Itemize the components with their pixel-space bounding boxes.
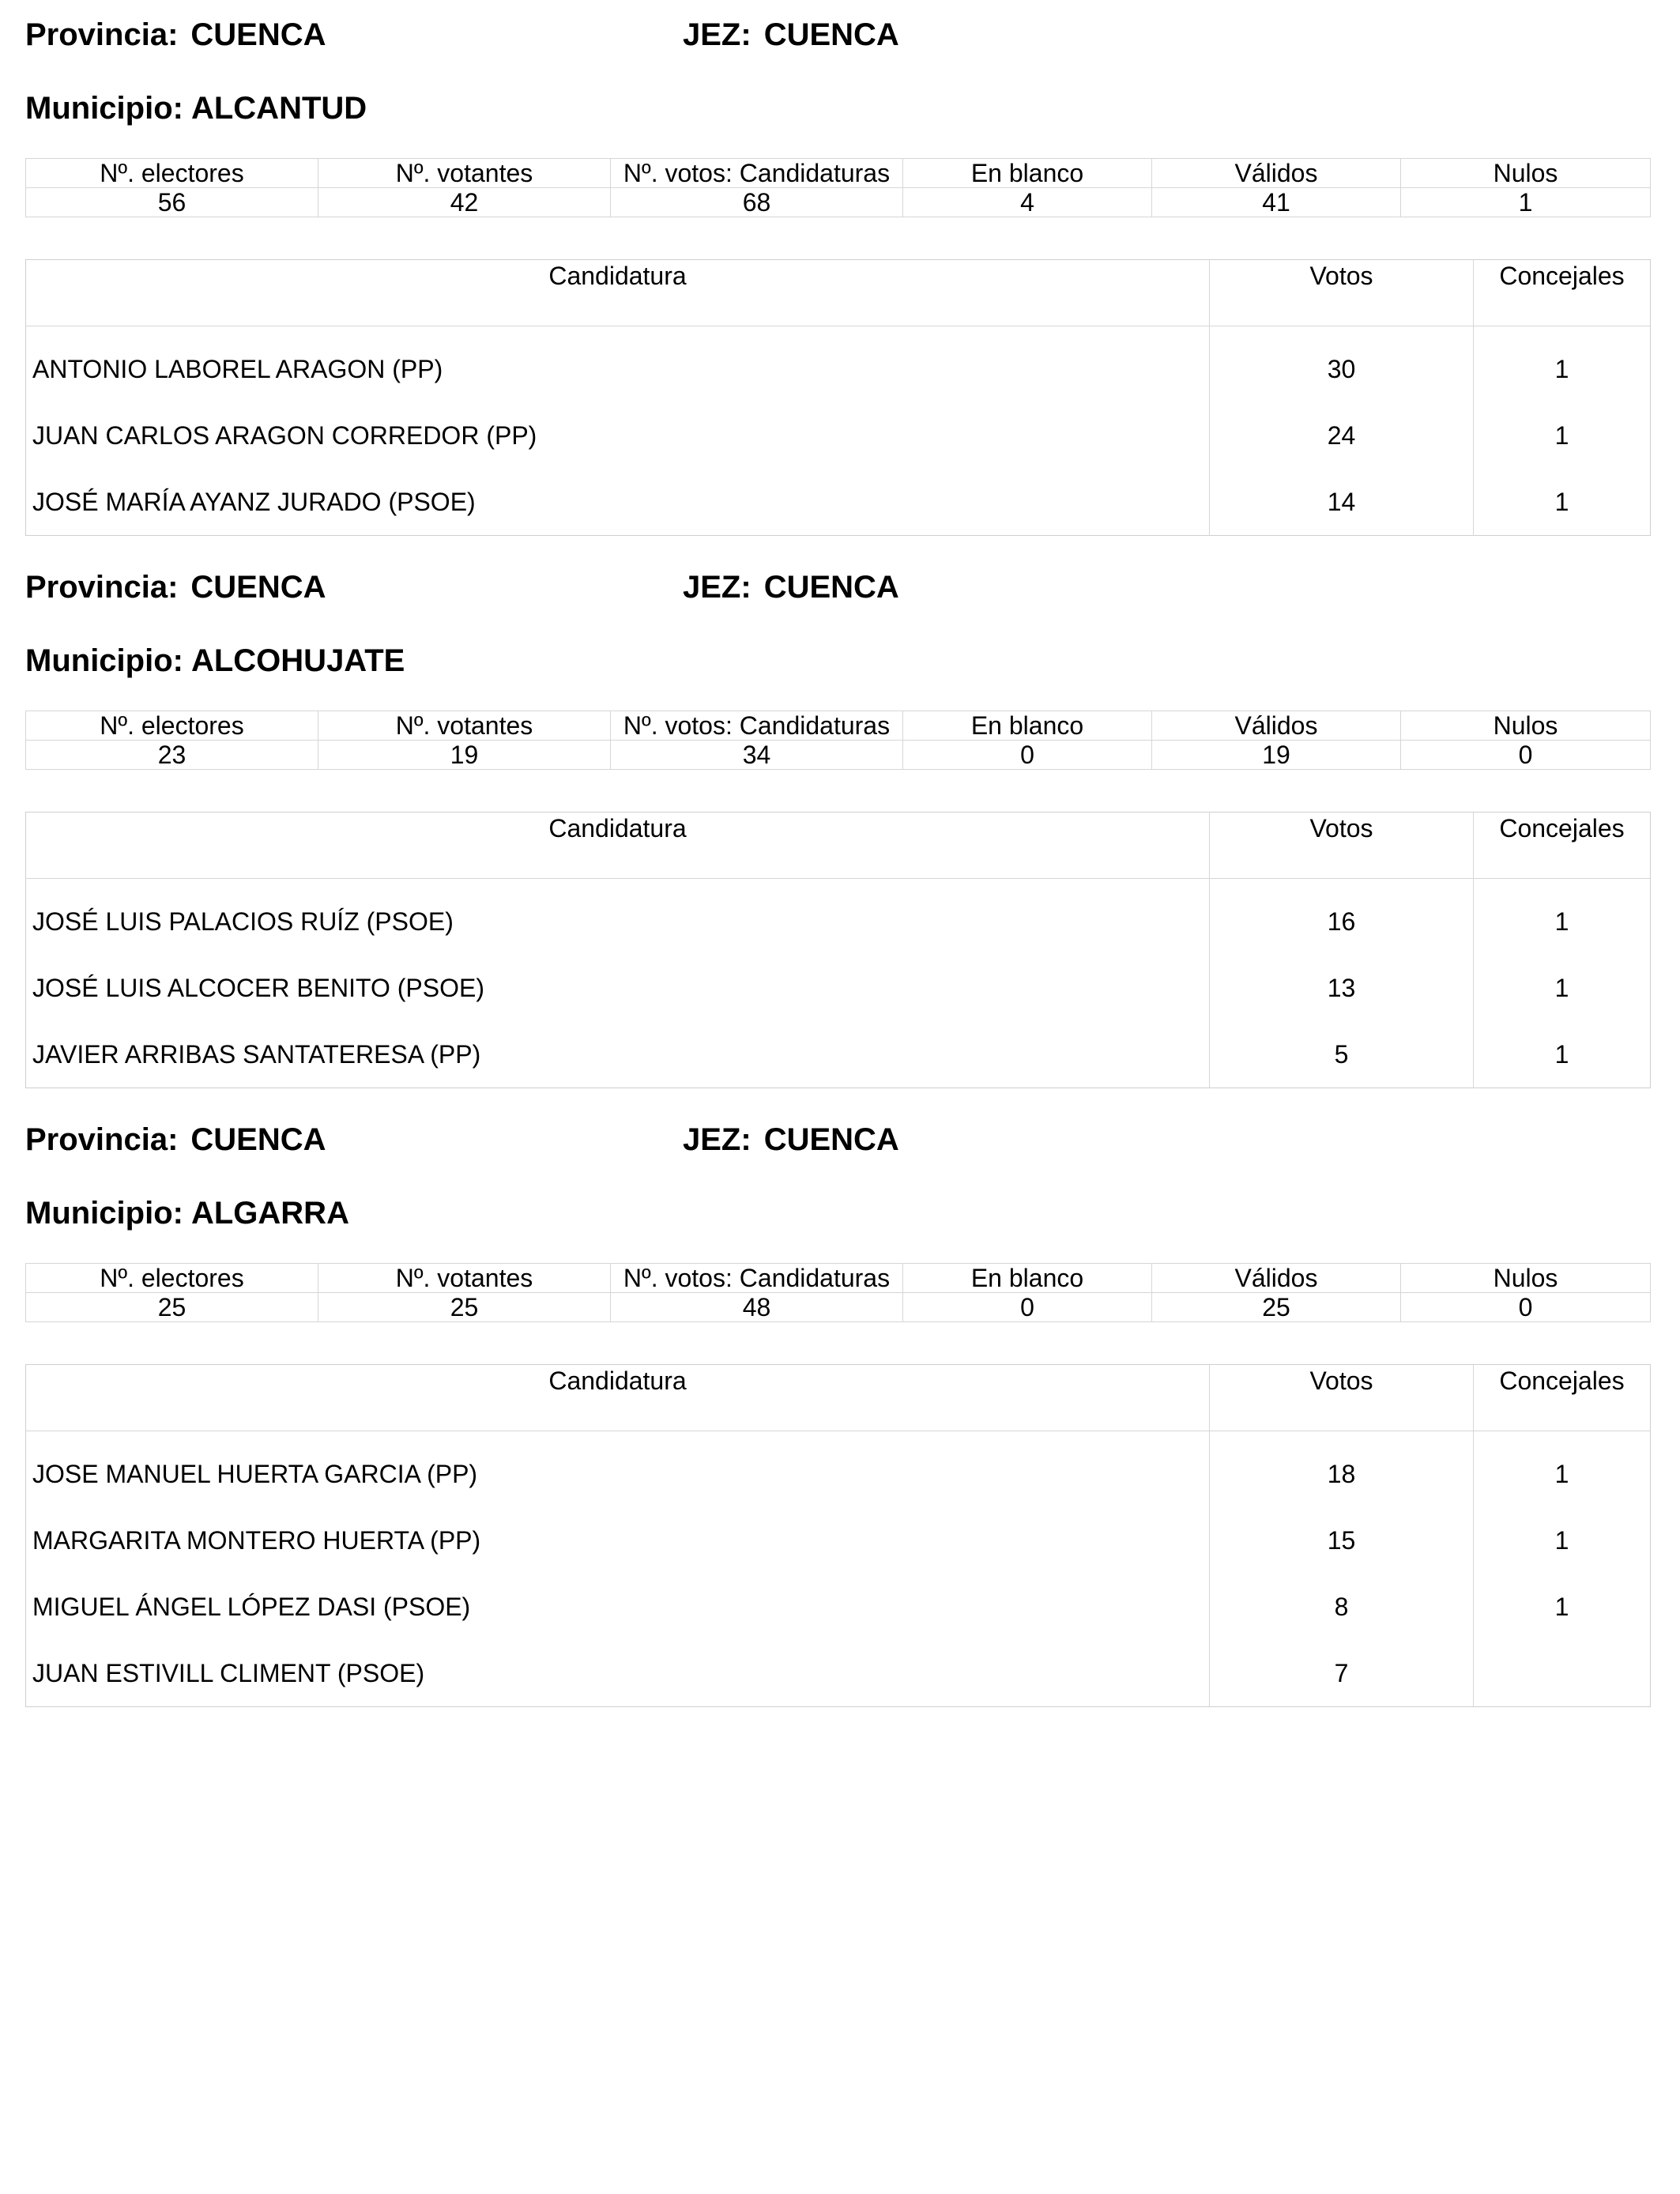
candidates-table [25,812,1651,1088]
candidate-name: JOSÉ MARÍA AYANZ JURADO (PSOE) [26,469,1210,536]
stats-header: En blanco [903,1264,1152,1293]
provincia-value: CUENCA [190,570,326,605]
stats-value: 56 [26,188,318,217]
candidate-name: JOSÉ LUIS ALCOCER BENITO (PSOE) [26,955,1210,1021]
provincia-label: Provincia: [25,570,179,605]
stats-header: Nº. votantes [318,1264,611,1293]
candidate-name: ANTONIO LABOREL ARAGON (PP) [26,326,1210,403]
provincia-heading [25,1122,326,1157]
jez-label: JEZ: [683,17,751,52]
stats-value: 0 [1401,1293,1651,1322]
jez-heading [683,17,899,52]
concejales-header: Concejales [1474,812,1651,879]
stats-header: Nulos [1401,1264,1651,1293]
stats-value: 19 [1152,741,1401,770]
table-row [26,955,1651,1021]
stats-header: Nº. electores [26,1264,318,1293]
stats-value: 25 [26,1293,318,1322]
table-row [26,402,1651,469]
candidate-votos: 30 [1210,326,1474,403]
stats-value-row [26,741,1651,770]
stats-header: Nº. votos: Candidaturas [611,711,903,741]
candidate-votos: 7 [1210,1640,1474,1707]
stats-header-row [26,159,1651,188]
stats-header: En blanco [903,159,1152,188]
candidate-votos: 15 [1210,1507,1474,1574]
stats-value-row [26,188,1651,217]
jez-value: CUENCA [763,1122,899,1157]
candidate-concejales: 1 [1554,974,1569,1002]
stats-header: Nº. votos: Candidaturas [611,1264,903,1293]
candidate-concejales: 1 [1554,1526,1569,1555]
stats-value: 68 [611,188,903,217]
candidate-concejales: 1 [1554,1593,1569,1621]
stats-value: 0 [903,741,1152,770]
candidates-header-row [26,260,1651,326]
municipio-value: ALCANTUD [190,91,367,126]
municipio-heading [25,1196,349,1231]
stats-value: 41 [1152,188,1401,217]
concejales-header: Concejales [1474,260,1651,326]
candidates-header-row [26,812,1651,879]
stats-header: Nº. votantes [318,711,611,741]
candidate-votos: 16 [1210,879,1474,956]
stats-value: 23 [26,741,318,770]
votos-header: Votos [1210,260,1474,326]
jez-label: JEZ: [683,1122,751,1157]
provincia-value: CUENCA [190,1122,326,1157]
stats-header: Nº. votantes [318,159,611,188]
municipio-heading [25,91,367,126]
candidate-votos: 18 [1210,1431,1474,1508]
votos-header: Votos [1210,812,1474,879]
provincia-heading [25,17,326,52]
stats-header: En blanco [903,711,1152,741]
stats-header: Nulos [1401,711,1651,741]
provincia-label: Provincia: [25,1122,179,1157]
stats-value: 42 [318,188,611,217]
candidate-name: JUAN CARLOS ARAGON CORREDOR (PP) [26,402,1210,469]
stats-value: 0 [903,1293,1152,1322]
jez-value: CUENCA [763,570,899,605]
stats-value: 25 [1152,1293,1401,1322]
table-row [26,1021,1651,1088]
stats-value: 19 [318,741,611,770]
candidate-concejales: 1 [1554,1460,1569,1488]
municipio-label: Municipio: [25,91,183,126]
stats-table [25,158,1651,217]
stats-table [25,711,1651,770]
municipio-label: Municipio: [25,1196,183,1231]
candidates-table [25,259,1651,536]
stats-table [25,1263,1651,1322]
table-row [26,879,1651,956]
stats-header-row [26,711,1651,741]
table-row [26,1640,1651,1707]
candidate-concejales: 1 [1554,907,1569,936]
candidate-votos: 14 [1210,469,1474,536]
provincia-value: CUENCA [190,17,326,52]
candidate-name: MIGUEL ÁNGEL LÓPEZ DASI (PSOE) [26,1574,1210,1640]
stats-value: 1 [1401,188,1651,217]
jez-value: CUENCA [763,17,899,52]
table-row [26,1507,1651,1574]
candidate-name: JOSE MANUEL HUERTA GARCIA (PP) [26,1431,1210,1508]
candidate-votos: 24 [1210,402,1474,469]
stats-header-row [26,1264,1651,1293]
candidate-concejales: 1 [1554,1040,1569,1069]
candidate-votos: 8 [1210,1574,1474,1640]
candidate-name: JOSÉ LUIS PALACIOS RUÍZ (PSOE) [26,879,1210,956]
concejales-header: Concejales [1474,1365,1651,1431]
stats-value: 0 [1401,741,1651,770]
jez-heading [683,1122,899,1157]
candidate-votos: 5 [1210,1021,1474,1088]
candidate-concejales: 1 [1554,488,1569,516]
jez-heading [683,570,899,605]
stats-value-row [26,1293,1651,1322]
candidatura-header: Candidatura [26,1365,1210,1431]
stats-header: Nº. electores [26,711,318,741]
candidatura-header: Candidatura [26,260,1210,326]
stats-value: 48 [611,1293,903,1322]
candidate-concejales [1474,1640,1651,1707]
candidate-concejales: 1 [1554,421,1569,450]
candidate-name: MARGARITA MONTERO HUERTA (PP) [26,1507,1210,1574]
candidate-name: JAVIER ARRIBAS SANTATERESA (PP) [26,1021,1210,1088]
municipio-heading [25,643,405,678]
table-row [26,326,1651,403]
candidates-table [25,1364,1651,1707]
jez-label: JEZ: [683,570,751,605]
stats-header: Nº. votos: Candidaturas [611,159,903,188]
candidate-name: JUAN ESTIVILL CLIMENT (PSOE) [26,1640,1210,1707]
municipio-label: Municipio: [25,643,183,678]
votos-header: Votos [1210,1365,1474,1431]
stats-value: 25 [318,1293,611,1322]
table-row [26,469,1651,536]
provincia-label: Provincia: [25,17,179,52]
candidatura-header: Candidatura [26,812,1210,879]
stats-header: Válidos [1152,159,1401,188]
candidate-votos: 13 [1210,955,1474,1021]
stats-header: Nulos [1401,159,1651,188]
stats-value: 4 [903,188,1152,217]
municipio-value: ALCOHUJATE [190,643,405,678]
table-row [26,1431,1651,1508]
stats-value: 34 [611,741,903,770]
table-row [26,1574,1651,1640]
stats-header: Nº. electores [26,159,318,188]
provincia-heading [25,570,326,605]
municipio-value: ALGARRA [190,1196,349,1231]
candidates-header-row [26,1365,1651,1431]
stats-header: Válidos [1152,1264,1401,1293]
stats-header: Válidos [1152,711,1401,741]
candidate-concejales: 1 [1554,355,1569,383]
